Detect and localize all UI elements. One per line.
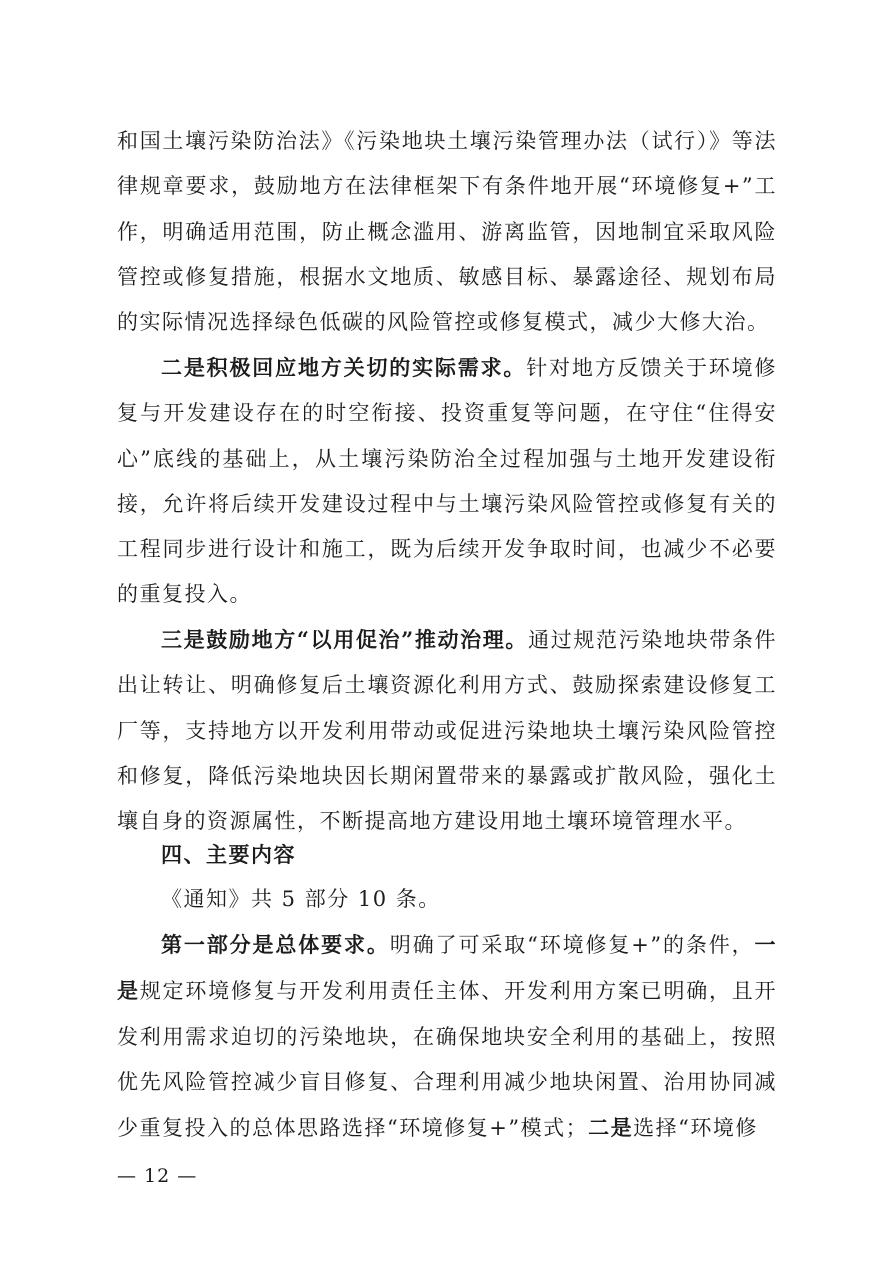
paragraph-legal-basis: [117, 119, 777, 345]
paragraph-text: 明确了可采取“环境修复+”的条件，: [389, 933, 755, 957]
paragraph-bold-marker: 一是: [117, 932, 778, 1004]
section-heading: 四、主要内容: [161, 842, 296, 867]
paragraph-text: 规定环境修复与开发利用责任主体、开发利用方案已明确，且开发利用需求迫切的污染地块，在确保地块安全利用的基础上，按照优先风险管控减少盲目修复、合理利用减少地块闲置、治用协同减少重复投入的总体思路选择“环境修复+”模式；: [117, 979, 778, 1141]
paragraph-lead: 二是积极回应地方关切的实际需求。: [161, 355, 527, 380]
paragraph-lead: 三是鼓励地方“以用促治”推动治理。: [161, 627, 529, 652]
paragraph-use-promotes-governance: [117, 617, 777, 844]
paragraph-text: 《通知》共 5 部分 10 条。: [161, 887, 441, 911]
paragraph-notice-structure: [117, 877, 777, 922]
paragraph-bold-marker: 二是: [588, 1115, 634, 1141]
paragraph-part-one: [117, 922, 777, 1151]
paragraph-text: 通过规范污染地块带条件出让转让、明确修复后土壤资源化利用方式、鼓励探索建设修复工厂等，支持地方以开发利用带动或促进污染地块土壤污染风险管控和修复，降低污染地块因长期闲置带来的暴露或扩散风险，强化土壤自身的资源属性，不断提高地方建设用地土壤环境管理水平。: [117, 628, 777, 834]
paragraph-local-needs: [117, 345, 777, 618]
paragraph-text: 和国土壤污染防治法》《污染地块土壤污染管理办法（试行）》等法律规章要求，鼓励地方在法律框架下有条件地开展“环境修复+”工作，明确适用范围，防止概念滥用、游离监管，因地制宜采取风险管控或修复措施，根据水文地质、敏感目标、暴露途径、规划布局的实际情况选择绿色低碳的风险管控或修复模式，减少大修大治。: [117, 129, 777, 335]
paragraph-lead: 第一部分是总体要求。: [161, 932, 390, 957]
paragraph-text: 选择“环境修: [633, 1116, 758, 1141]
paragraph-text: 针对地方反馈关于环境修复与开发建设存在的时空衔接、投资重复等问题，在守住“住得安心”底线的基础上，从土壤污染防治全过程加强与土地开发建设衔接，允许将后续开发建设过程中与土壤污染风险管控或修复有关的工程同步进行设计和施工，既为后续开发争取时间，也减少不必要的重复投入。: [117, 356, 778, 607]
page-number: — 12 —: [117, 1165, 198, 1187]
